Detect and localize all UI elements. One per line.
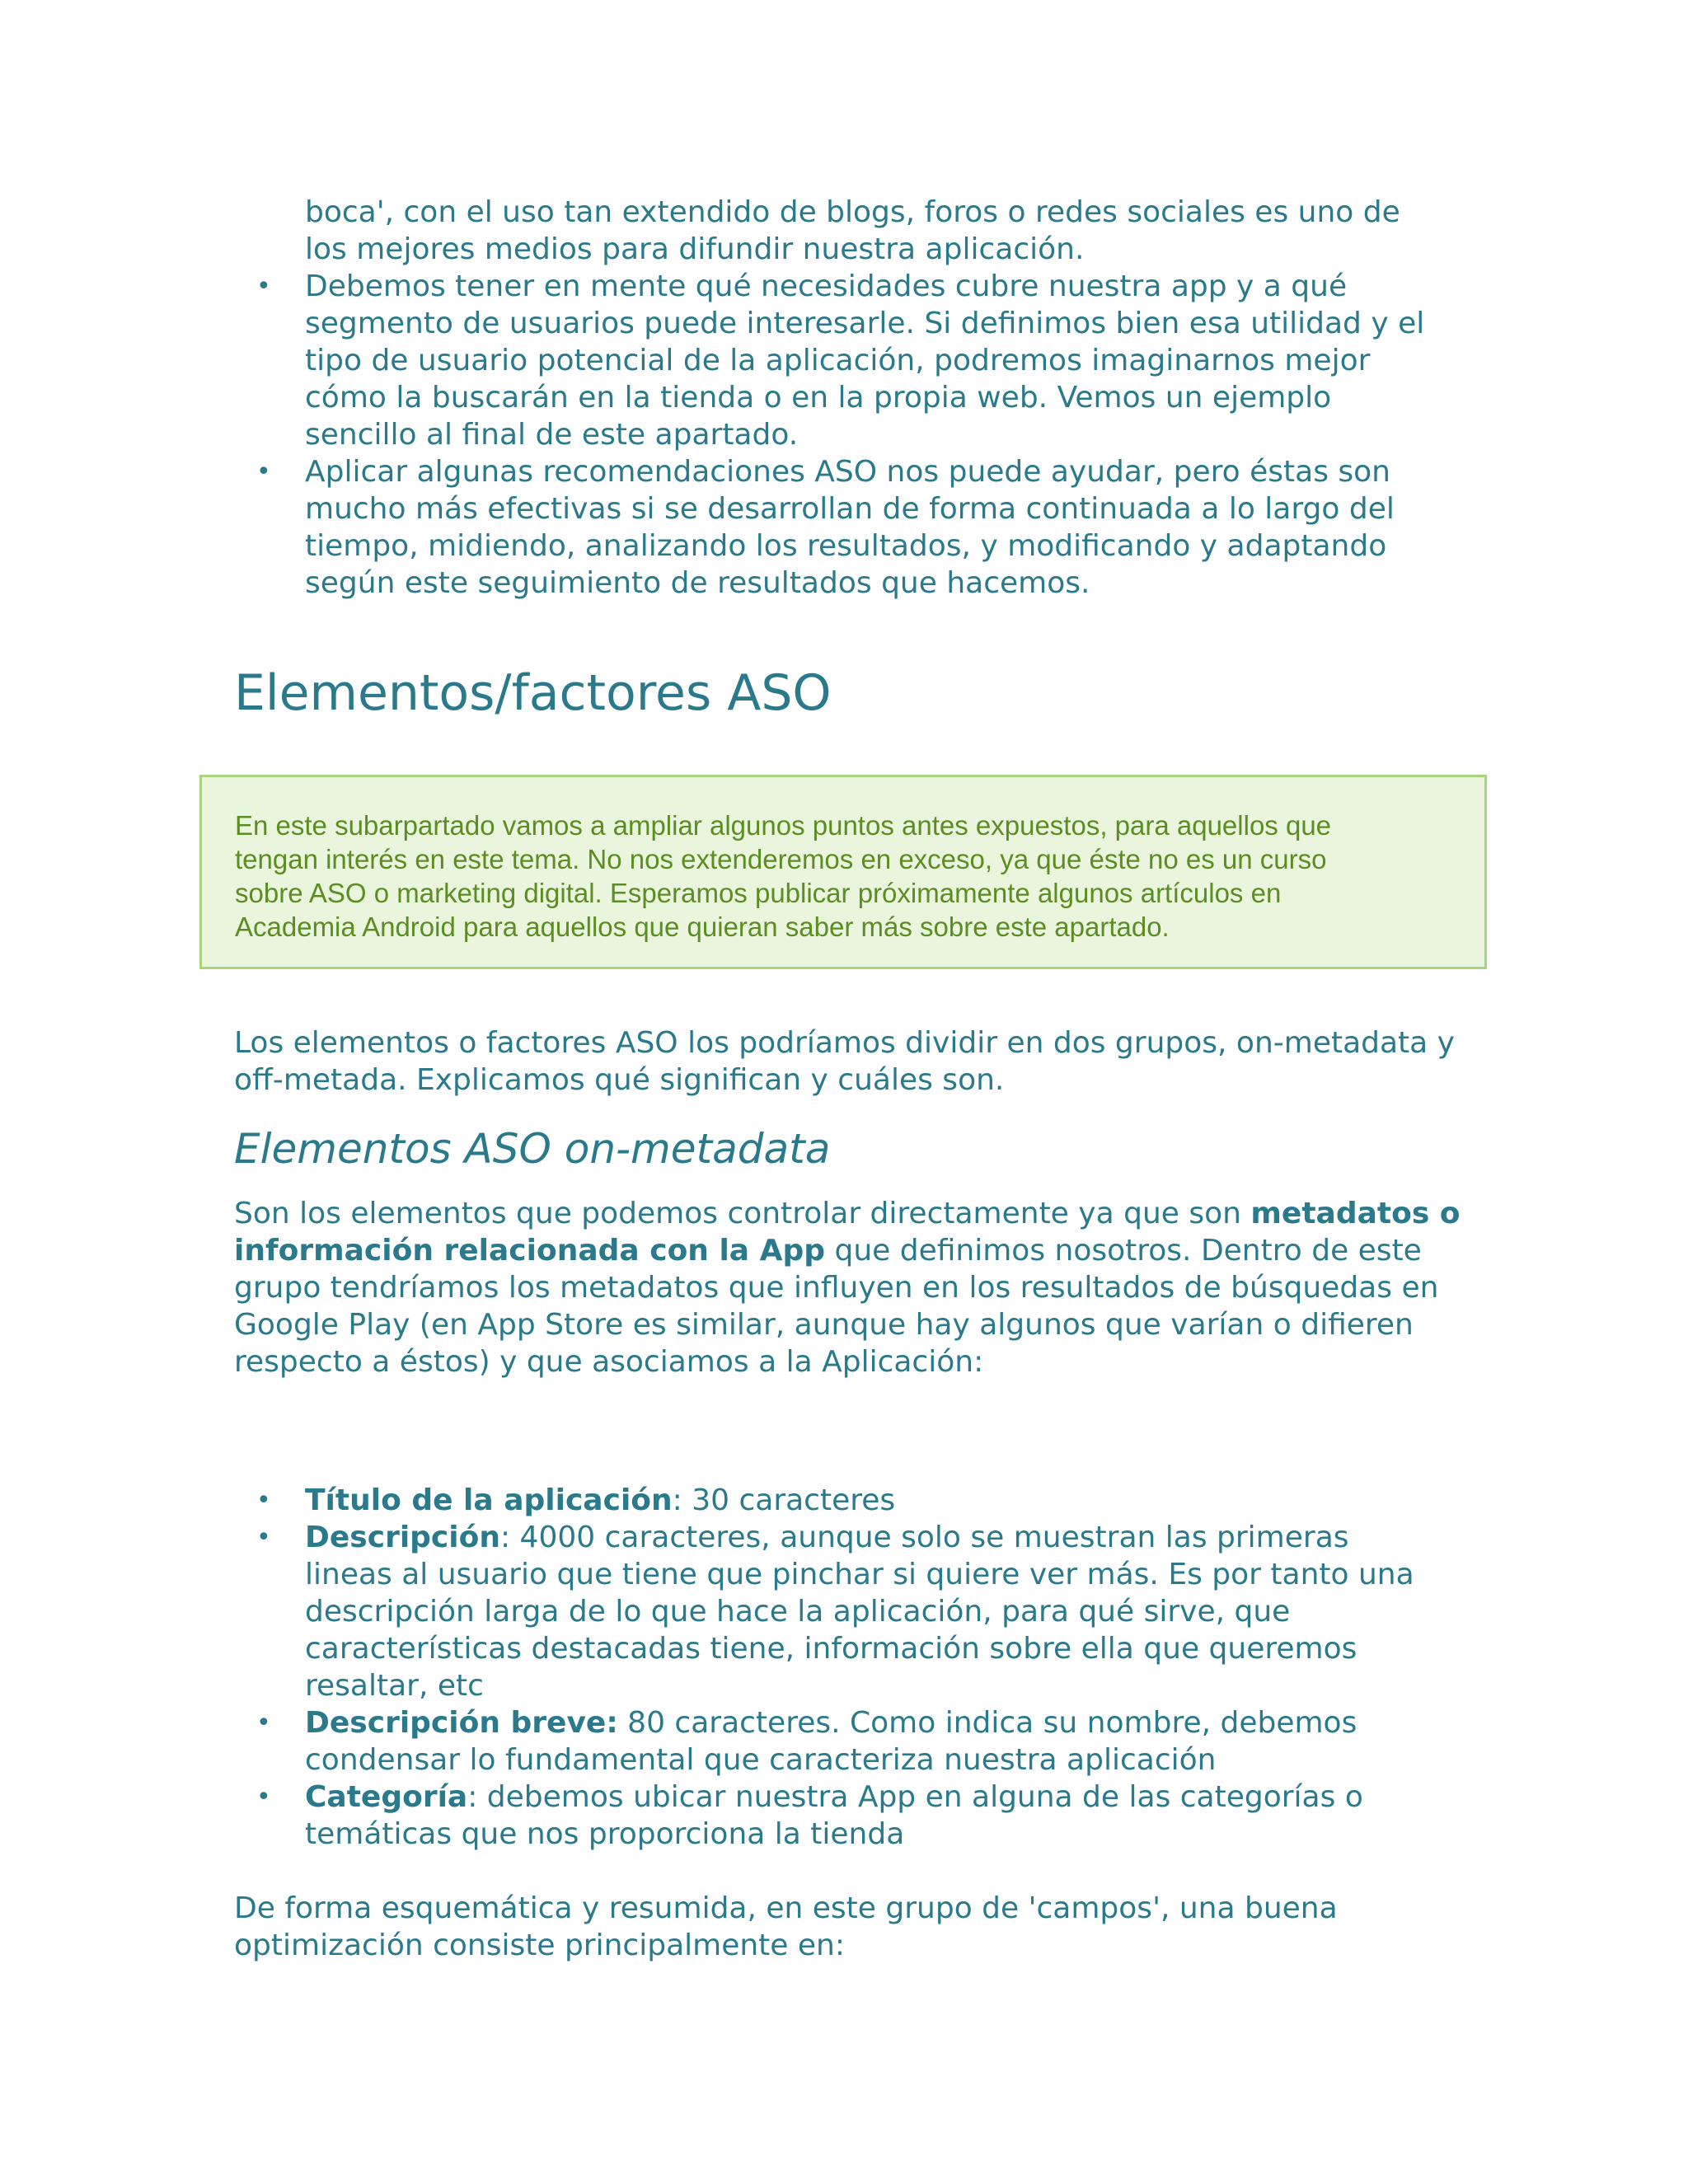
para-line-1: Son los elementos que podemos controlar directamente ya que son metadatos o (234, 1197, 1461, 1230)
note-text (235, 808, 1455, 944)
bullet-icon: • (256, 272, 271, 301)
para-line-4: Google Play (en App Store es similar, aunque hay algunos que varían o difieren (234, 1308, 1414, 1342)
bullet-line: cómo la buscarán en la tienda o en la propia web. Vemos un ejemplo (305, 381, 1332, 415)
bullet-icon: • (256, 1523, 271, 1552)
note-line: Academia Android para aquellos que quieran saber más sobre este apartado. (235, 912, 1170, 942)
list-item: • Título de la aplicación: 30 caracteres (256, 1483, 896, 1517)
bullet-icon: • (256, 1708, 271, 1737)
note-line: sobre ASO o marketing digital. Esperamos publicar próximamente algunos artículos en (235, 878, 1282, 908)
bullet-line: tipo de usuario potencial de la aplicación, podremos imaginarnos mejor (305, 344, 1371, 377)
list-item: • Categoría: debemos ubicar nuestra App en alguna de las categorías o temáticas que nos proporciona la tienda (234, 1779, 1487, 1853)
bullet-line: Aplicar algunas recomendaciones ASO nos puede ayudar, pero éstas son (305, 455, 1390, 489)
bullet-line: condensar lo fundamental que caracteriza nuestra aplicación (305, 1743, 1217, 1777)
bullet-line: tiempo, midiendo, analizando los resultados, y modificando y adaptando (305, 529, 1387, 563)
list-item: • Descripción: 4000 caracteres, aunque solo se muestran las primeras lineas al usuario que tiene que pinchar si quiere ver más. Es por tanto una descripción larga de lo que hace la aplicación, para qué sirve, que características destacadas tiene, información sobre ella que queremos resaltar, etc (234, 1519, 1487, 1704)
field-term: Título de la aplicación (305, 1483, 673, 1517)
top-bullet-list (234, 268, 1487, 602)
bullet-line: mucho más efectivas si se desarrollan de forma continuada a lo largo del (305, 492, 1395, 526)
list-item (234, 268, 1487, 453)
field-term: Descripción breve: (305, 1706, 618, 1740)
closing-line-2: optimización consiste principalmente en: (234, 1929, 845, 1962)
fields-bullet-list (234, 1482, 1487, 1853)
para-line-5: respecto a éstos) y que asociamos a la Aplicación: (234, 1345, 984, 1379)
bullet-icon: • (256, 1486, 271, 1515)
closing-line-1: De forma esquemática y resumida, en este grupo de 'campos', una buena (234, 1891, 1338, 1925)
section-title: Elementos/factores ASO (234, 664, 832, 722)
closing-paragraph (234, 1890, 1487, 1964)
para-line-3: grupo tendríamos los metadatos que influyen en los resultados de búsquedas en (234, 1271, 1439, 1305)
bold-term: metadatos o (1250, 1197, 1461, 1230)
para-line-2: información relacionada con la App que definimos nosotros. Dentro de este (234, 1234, 1422, 1268)
intro-line-1: Los elementos o factores ASO los podríamos dividir en dos grupos, on-metadata y (234, 1026, 1455, 1060)
bullet-line: características destacadas tiene, información sobre ella que queremos (305, 1632, 1357, 1666)
bullet-line: descripción larga de lo que hace la aplicación, para qué sirve, que (305, 1595, 1291, 1629)
bullet-line: sencillo al final de este apartado. (305, 418, 799, 452)
continued-line-2: los mejores medios para difundir nuestra aplicación. (305, 232, 1085, 266)
field-term: Categoría (305, 1780, 468, 1814)
bullet-line: resaltar, etc (305, 1669, 484, 1703)
intro-line-2: off-metada. Explicamos qué significan y cuáles son. (234, 1063, 1005, 1097)
bullet-line: segmento de usuarios puede interesarle. Si definimos bien esa utilidad y el (305, 307, 1425, 340)
field-term: Descripción (305, 1521, 500, 1554)
subsection-title: Elementos ASO on-metadata (234, 1125, 831, 1173)
note-box (199, 775, 1487, 969)
continued-bullet-text (234, 194, 1487, 268)
bullet-line: lineas al usuario que tiene que pinchar si quiere ver más. Es por tanto una (305, 1558, 1414, 1591)
note-line: En este subarpartado vamos a ampliar algunos puntos antes expuestos, para aquellos que (235, 810, 1332, 841)
bold-term: información relacionada con la App (234, 1234, 826, 1268)
bullet-icon: • (256, 1783, 271, 1811)
bullet-icon: • (256, 457, 271, 486)
list-item: • Descripción breve: 80 caracteres. Como indica su nombre, debemos condensar lo fundamental que caracteriza nuestra aplicación (234, 1704, 1487, 1779)
bullet-line: temáticas que nos proporciona la tienda (305, 1817, 905, 1851)
bullet-line: según este seguimiento de resultados que hacemos. (305, 566, 1090, 600)
list-item (234, 453, 1487, 602)
on-metadata-paragraph (234, 1195, 1487, 1380)
bullet-line: Debemos tener en mente qué necesidades cubre nuestra app y a qué (305, 269, 1348, 303)
note-line: tengan interés en este tema. No nos extenderemos en exceso, ya que éste no es un curso (235, 844, 1327, 874)
continued-line-1: boca', con el uso tan extendido de blogs, foros o redes sociales es uno de (305, 195, 1400, 229)
intro-paragraph (234, 1024, 1487, 1099)
